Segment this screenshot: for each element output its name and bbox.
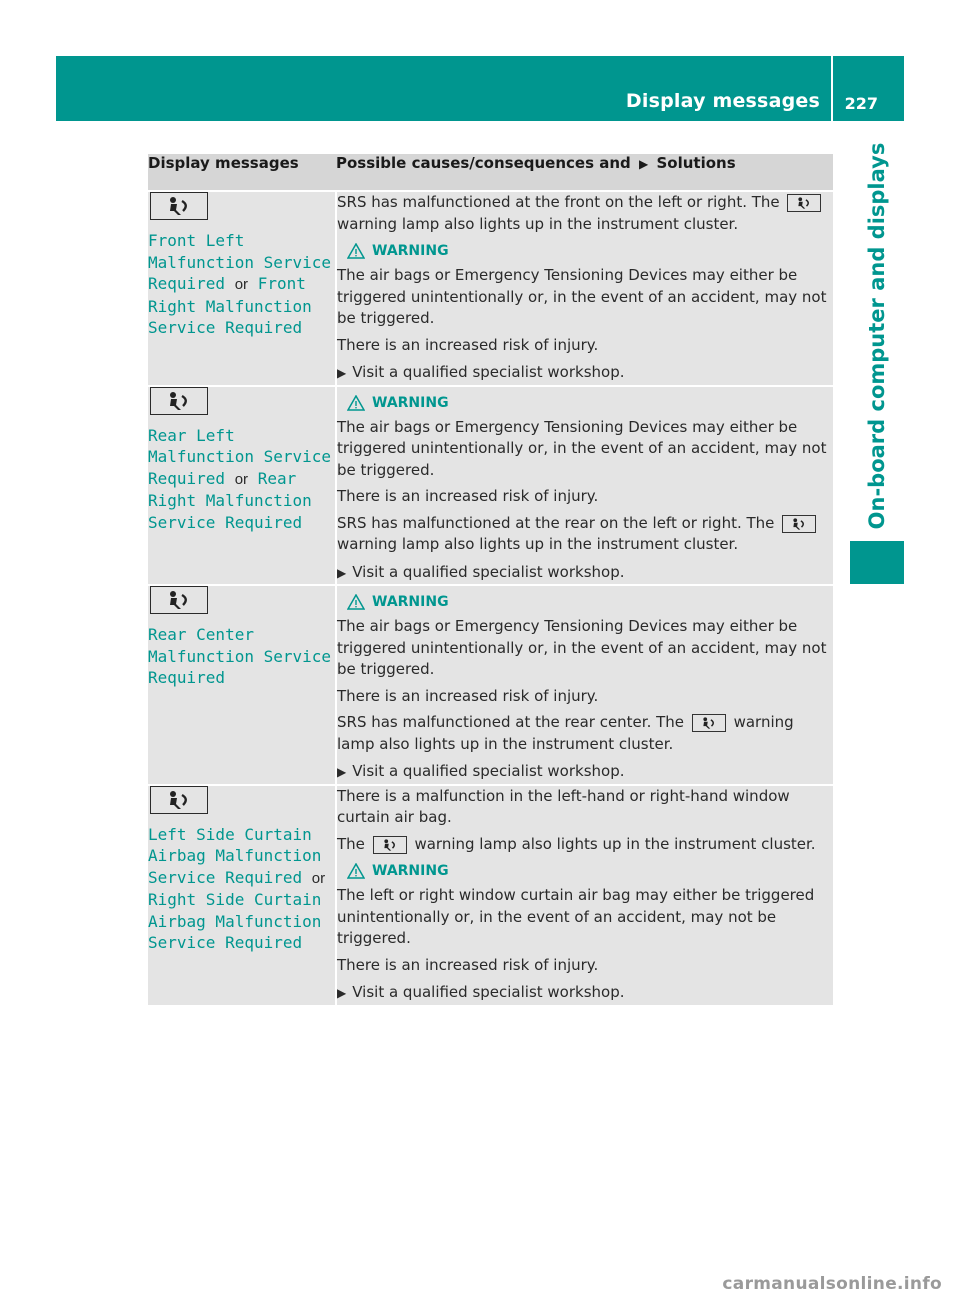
message-text: Front Left Malfunction Service Required [148, 231, 332, 293]
solution-cell [336, 191, 833, 386]
action-arrow-icon: ▶ [337, 565, 347, 580]
warning-text: The air bags or Emergency Tensioning Devices may either be triggered unintentionally or, in the event of an accident, may not be triggered. [337, 617, 827, 678]
header-title: Display messages [625, 90, 820, 112]
message-text: Left Side Curtain Airbag Malfunction Service Required [148, 824, 322, 887]
warning-heading: WARNING [337, 243, 833, 259]
display-message-cell [148, 785, 336, 1005]
risk-text: There is an increased risk of injury. [337, 335, 599, 354]
section-tab [850, 140, 904, 532]
arrow-right-icon: ▶ [639, 157, 649, 171]
display-message-cell [148, 585, 336, 785]
header-divider [831, 56, 833, 121]
table-row [148, 191, 833, 386]
warning-heading: WARNING [337, 395, 833, 411]
column-header-solutions-text-2: Solutions [656, 154, 736, 172]
airbag-warning-icon [150, 786, 208, 814]
warning-triangle-icon [347, 863, 365, 879]
display-message-cell [148, 191, 336, 386]
airbag-warning-icon [150, 192, 208, 220]
column-header-display: Display messages [148, 154, 336, 191]
warning-heading: WARNING [337, 594, 833, 610]
display-messages-table [148, 154, 833, 1005]
srs-text: SRS has malfunctioned at the rear on the left or right. The [337, 513, 775, 532]
cause-text: There is a malfunction in the left-hand or right-hand window curtain air bag. [337, 786, 790, 826]
action-step: ▶ Visit a qualified specialist workshop. [337, 983, 625, 1001]
srs-text-2: warning lamp also lights up in the instrument cluster. [337, 214, 739, 233]
or-text: or [234, 470, 249, 488]
solution-cell [336, 785, 833, 1005]
section-marker [850, 541, 904, 584]
warning-triangle-icon [347, 395, 365, 411]
airbag-warning-icon [373, 836, 407, 854]
airbag-warning-icon [150, 387, 208, 415]
warning-text: The air bags or Emergency Tensioning Devices may either be triggered unintentionally or, in the event of an accident, may not be triggered. [337, 417, 827, 479]
column-header-solutions-text: Possible causes/consequences and [336, 154, 631, 172]
risk-text: There is an increased risk of injury. [337, 487, 599, 505]
risk-text: There is an increased risk of injury. [337, 686, 599, 705]
or-text: or [234, 276, 249, 293]
warning-heading: WARNING [337, 863, 833, 879]
solution-cell [336, 386, 833, 586]
page-header [56, 56, 904, 121]
action-arrow-icon: ▶ [337, 366, 347, 380]
airbag-warning-icon [150, 586, 208, 614]
table-row [148, 585, 833, 785]
action-arrow-icon: ▶ [337, 986, 347, 1000]
action-step: ▶ Visit a qualified specialist workshop. [337, 762, 625, 780]
table-header-row [148, 154, 833, 191]
srs-text-2: warning lamp also lights up in the instrument cluster. [337, 713, 794, 753]
action-step: ▶ Visit a qualified specialist workshop. [337, 363, 625, 381]
srs-text: SRS has malfunctioned at the front on the left or right. The [337, 193, 780, 211]
display-message-cell [148, 386, 336, 586]
warning-text: The air bags or Emergency Tensioning Devices may either be triggered unintentionally or, in the event of an accident, may not be triggered. [337, 266, 827, 327]
message-text: Rear Center Malfunction Service Required [148, 625, 332, 687]
action-step: ▶ Visit a qualified specialist workshop. [337, 562, 625, 581]
action-arrow-icon: ▶ [337, 765, 347, 779]
airbag-warning-icon [782, 515, 816, 533]
message-text: Rear Left Malfunction Service Required [148, 425, 332, 488]
warning-text: The left or right window curtain air bag may either be triggered unintentionally or, in the event of an accident, may not be triggered. [337, 886, 815, 947]
table-row [148, 386, 833, 586]
risk-text: There is an increased risk of injury. [337, 955, 599, 974]
lamp-text: The [337, 834, 365, 853]
message-text-alt: Front Right Malfunction Service Required [148, 274, 312, 337]
message-text-alt: Rear Right Malfunction Service Required [148, 468, 312, 532]
airbag-warning-icon [692, 714, 726, 732]
or-text: or [311, 869, 326, 887]
warning-triangle-icon [347, 594, 365, 610]
srs-text: SRS has malfunctioned at the rear center. The [337, 713, 685, 731]
section-tab-label: On-board computer and displays [865, 142, 889, 530]
airbag-warning-icon [787, 194, 821, 212]
column-header-solutions [336, 154, 833, 191]
page-number: 227 [844, 94, 878, 113]
message-text-alt: Right Side Curtain Airbag Malfunction Service Required [148, 890, 322, 952]
footer-watermark: carmanualsonline.info [722, 1274, 942, 1294]
srs-text-2: warning lamp also lights up in the instrument cluster. [337, 535, 739, 553]
solution-cell [336, 585, 833, 785]
lamp-text-2: warning lamp also lights up in the instrument cluster. [414, 834, 816, 853]
warning-triangle-icon [347, 243, 365, 259]
table-row [148, 785, 833, 1005]
